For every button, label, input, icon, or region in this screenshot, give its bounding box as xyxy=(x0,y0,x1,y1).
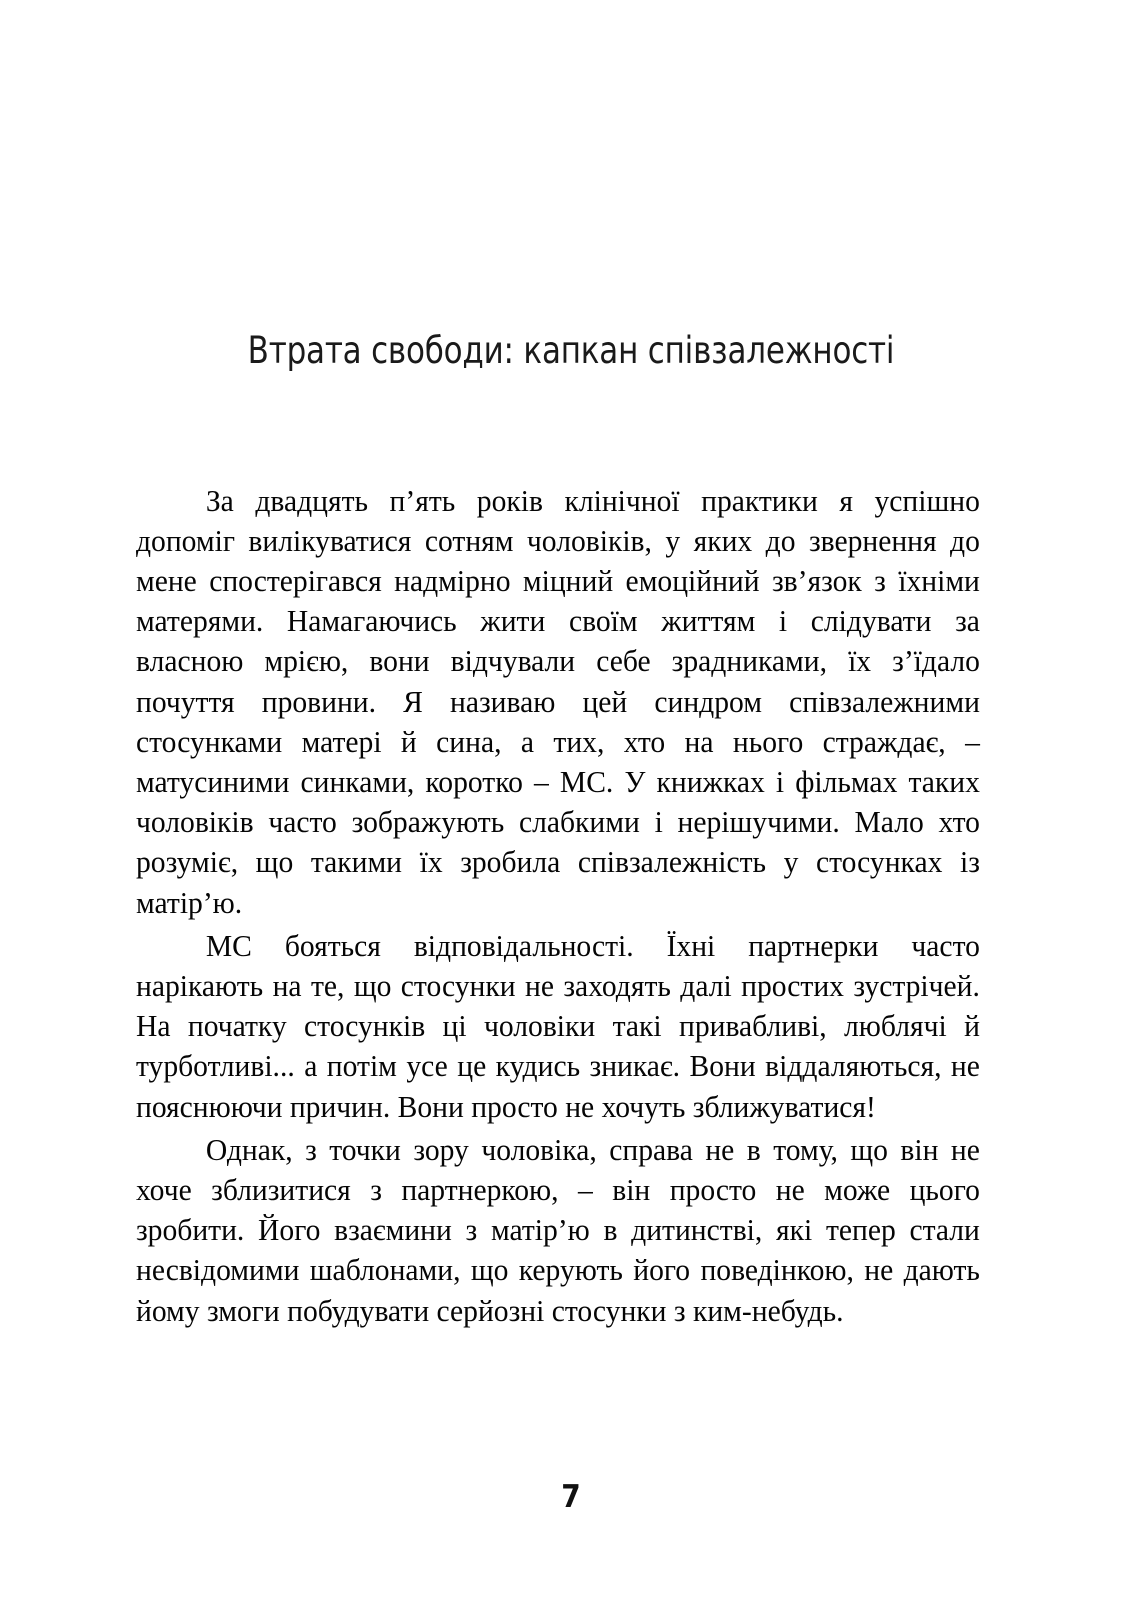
body-text-container xyxy=(136,481,1006,1331)
paragraph-3: Однак, з точки зору чоловіка, справа не в тому, що він не хоче зблизитися з партнеркою, – він просто не може цього зробити. Його взаємини з матір’ю в дитинстві, які тепер стали несвідомими шаблонами, що керують його поведінкою, не дають йому змоги побудувати серйозні стосунки з ким-небудь. xyxy=(136,1132,980,1328)
page-content xyxy=(136,330,1006,1331)
paragraph-2: МС бояться відповідальності. Їхні партнерки часто нарікають на те, що стосунки не заходять далі простих зустрічей. На початку стосунків ці чоловіки такі привабливі, люблячі й турботливі... а потім усе це кудись зникає. Вони віддаляються, не пояснюючи причин. Вони просто не хочуть зближуватися! xyxy=(136,928,980,1124)
chapter-title: Втрата свободи: капкан співзалежності xyxy=(247,329,895,372)
page-number: 7 xyxy=(561,1479,581,1515)
paragraph-1: За двадцять п’ять років клінічної практики я успішно допоміг вилікуватися сотням чоловіків, у яких до звернення до мене спостерігався надмірно міцний емоційний зв’язок з їхніми матерями. Намагаючись жити своїм життям і слідувати за власною мрією, вони відчували себе зрадниками, їх з’їдало почуття провини. Я називаю цей синдром співзалежними стосунками матері й сина, а тих, хто на нього страждає, – матусиними синками, коротко – МС. У книжках і фільмах таких чоловіків часто зображують слабкими і нерішучими. Мало хто розуміє, що такими їх зробила співзалежність у стосунках із матір’ю. xyxy=(136,483,980,920)
